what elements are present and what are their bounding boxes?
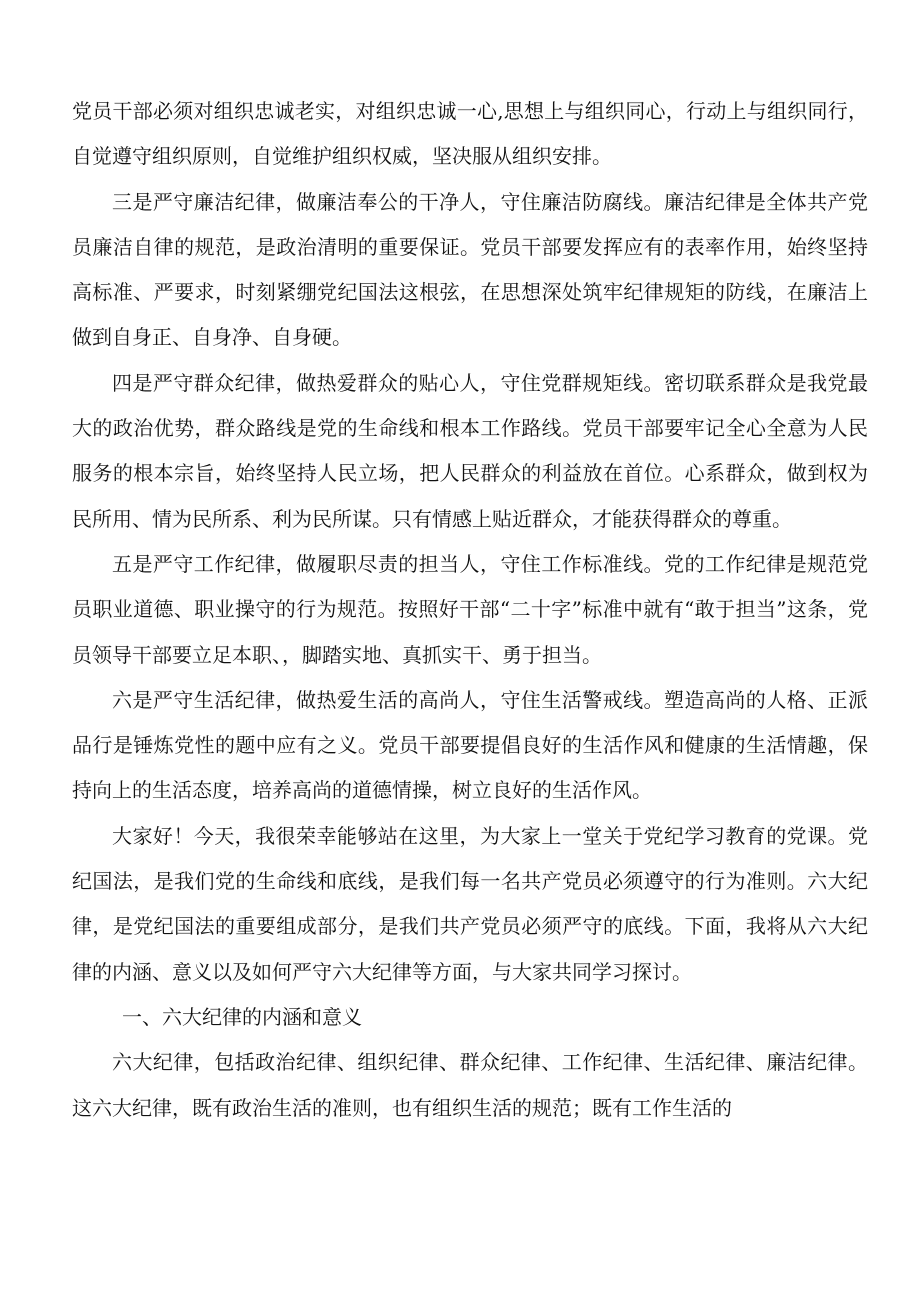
paragraph-mass-discipline: 四是严守群众纪律，做热爱群众的贴心人，守住党群规矩线。密切联系群众是我党最大的政治优势，群众路线是党的生命线和根本工作路线。党员干部要牢记全心全意为人民服务的根本宗旨，始终坚持人民立场，把人民群众的利益放在首位。心系群众，做到权为民所用、情为民所系、利为民所谋。只有情感上贴近群众，才能获得群众的尊重。	[72, 370, 868, 531]
paragraph-life-discipline: 六是严守生活纪律，做热爱生活的高尚人，守住生活警戒线。塑造高尚的人格、正派品行是锤炼党性的题中应有之义。党员干部要提倡良好的生活作风和健康的生活情趣，保持向上的生活态度，培养高尚的道德情操，树立良好的生活作风。	[72, 687, 868, 803]
paragraph-six-disciplines: 六大纪律，包括政治纪律、组织纪律、群众纪律、工作纪律、生活纪律、廉洁纪律。这六大纪律，既有政治生活的准则，也有组织生活的规范；既有工作生活的	[72, 1050, 868, 1120]
paragraph-party-lesson-intro: 大家好！今天，我很荣幸能够站在这里，为大家上一堂关于党纪学习教育的党课。党纪国法，是我们党的生命线和底线，是我们每一名共产党员必须遵守的行为准则。六大纪律，是党纪国法的重要组成部分，是我们共产党员必须严守的底线。下面，我将从六大纪律的内涵、意义以及如何严守六大纪律等方面，与大家共同学习探讨。	[72, 823, 868, 984]
paragraph-integrity-discipline: 三是严守廉洁纪律，做廉洁奉公的干净人，守住廉洁防腐线。廉洁纪律是全体共产党员廉洁自律的规范，是政治清明的重要保证。党员干部要发挥应有的表率作用，始终坚持高标准、严要求，时刻紧绷党纪国法这根弦，在思想深处筑牢纪律规矩的防线，在廉洁上做到自身正、自身净、自身硬。	[72, 189, 868, 350]
section-heading-connotation: 一、六大纪律的内涵和意义	[122, 1004, 362, 1029]
paragraph-organization-loyalty: 党员干部必须对组织忠诚老实，对组织忠诚一心,思想上与组织同心，行动上与组织同行，自觉遵守组织原则，自觉维护组织权威，坚决服从组织安排。	[72, 99, 868, 169]
paragraph-work-discipline: 五是严守工作纪律，做履职尽责的担当人，守住工作标准线。党的工作纪律是规范党员职业道德、职业操守的行为规范。按照好干部“二十字”标准中就有“敢于担当”这条，党员领导干部要立足本职、，脚踏实地、真抓实干、勇于担当。	[72, 551, 868, 667]
